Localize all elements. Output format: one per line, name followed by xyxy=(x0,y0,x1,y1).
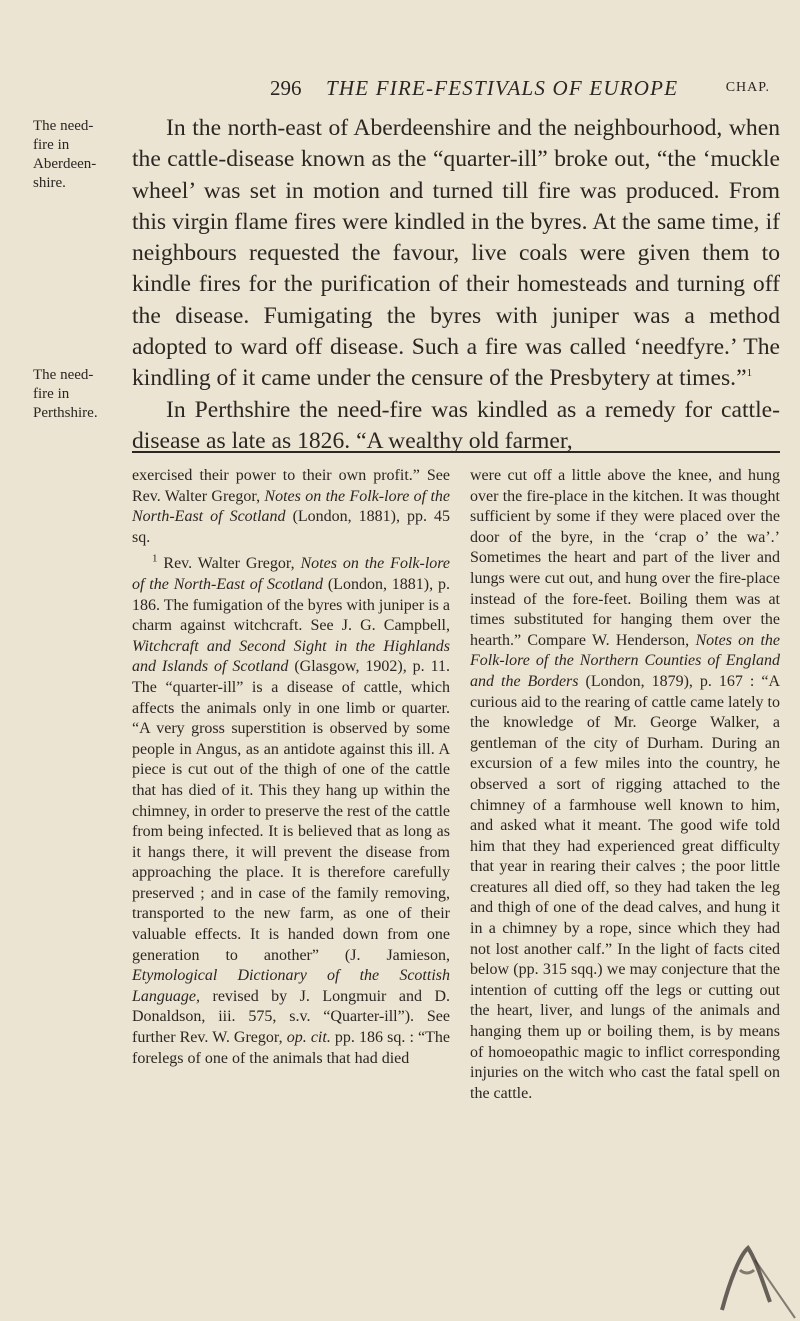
running-title: THE FIRE-FESTIVALS OF EUROPE xyxy=(326,76,679,100)
margin-note-perthshire: The need-fire in Perthshire. xyxy=(33,367,98,421)
footnote-1: $^1$ Rev. Walter Gregor, Notes on the Folk-lore of the North-East of Scotland (London, 1881), p. 186. The fumigation of the byres with juniper is a charm against witchcraft. See J. G. Campbell, Witchcraft and Second Sight in the Highlands and Islands of Scotland (Glasgow, 1902), p. 11. The “quarter-ill” is a disease of cattle, which affects the animals only in one limb or quarter. “A very gross superstition is observed by some people in Angus, as an antidote against this ill. A piece is cut out of the thigh of one of the cattle that has died of it. This they hang up within the chimney, in order to preserve the rest of the cattle from being infected. It is believed that as long as it hangs there, it will prevent the disease from approaching the place. It is therefore carefully preserved ; and in case of the family removing, transported to the new farm, as one of their valuable effects. It is handed down from one generation to another” (J. Jamieson, Etymological Dictionary of the Scottish Language, revised by J. Longmuir and D. Donaldson, iii. 575, s.v. “Quarter-ill”). See further Rev. W. Gregor, op. cit. pp. 186 sq. : “The forelegs of one of the animals that had died xyxy=(132,553,451,1067)
paragraph-perthshire: In Perthshire the need-fire was kindled as a remedy for cattle-disease as late as 1826. “A wealthy old farmer, xyxy=(132,396,780,454)
chapter-label: CHAP. xyxy=(725,80,770,95)
main-text xyxy=(132,113,780,457)
footnotes-left-column xyxy=(132,466,450,1069)
margin-note-aberdeenshire: The need-fire in Aberdeen-shire. xyxy=(33,118,97,191)
page-header xyxy=(270,76,770,106)
library-stamp-mark xyxy=(700,1240,800,1321)
footnotes-right-column xyxy=(470,466,780,1104)
footnote-rule xyxy=(132,451,780,453)
footnote-reference[interactable]: 1 xyxy=(746,367,753,380)
page-number: 296 xyxy=(270,76,302,100)
footnote-1-continued: were cut off a little above the knee, and hung over the fire-place in the kitchen. It was thought sufficient by some if they were placed over the door of the byre, in the ‘crap o’ the wa’.’ Sometimes the heart and part of the liver and lungs were cut out, and hung over the fire-place instead of the fore-feet. Boiling them was at times substituted for hanging them over the hearth.” Compare W. Henderson, Notes on the Folk-lore of the Northern Counties of England and the Borders (London, 1879), p. 167 : “A curious aid to the rearing of cattle came lately to the knowledge of Mr. George Walker, a gentleman of the city of Durham. During an excursion of a few miles into the country, he observed a sort of rigging attached to the chimney of a farmhouse well known to him, and asked what it meant. The good wife told him that they had experienced great difficulty that year in rearing their calves ; the poor little creatures all died off, so they had taken the leg and thigh of one of the dead calves, and hung it in a chimney by a rope, since which they had not lost another calf.” In the light of facts cited below (pp. 315 sqq.) we may conjecture that the intention of cutting off the legs or cutting out the heart, liver, and lungs of the animals and hanging them up or boiling them, is by means of homoeopathic magic to inflict corresponding injuries on the witch who cast the fatal spell on the cattle. xyxy=(470,467,780,1102)
paragraph-aberdeenshire: In the north-east of Aberdeenshire and the neighbourhood, when the cattle-disease known as the “quarter-ill” broke out, “the ‘muckle wheel’ was set in motion and turned till fire was produced. From this virgin flame fires were kindled in the byres. At the same time, if neighbours requested the favour, live coals were given them to kindle fires for the purification of their homesteads and turning off the disease. Fumigating the byres with juniper was a method adopted to ward off disease. Such a fire was called ‘needfyre.’ The kindling of it came under the censure of the Presbytery at times.”$^1$ xyxy=(132,115,780,392)
footnote-number: 1 xyxy=(152,553,158,566)
footnote-carryover: exercised their power to their own profit.” See Rev. Walter Gregor, Notes on the Folk-lore of the North-East of Scotland (London, 1881), pp. 45 sq. xyxy=(132,467,451,546)
